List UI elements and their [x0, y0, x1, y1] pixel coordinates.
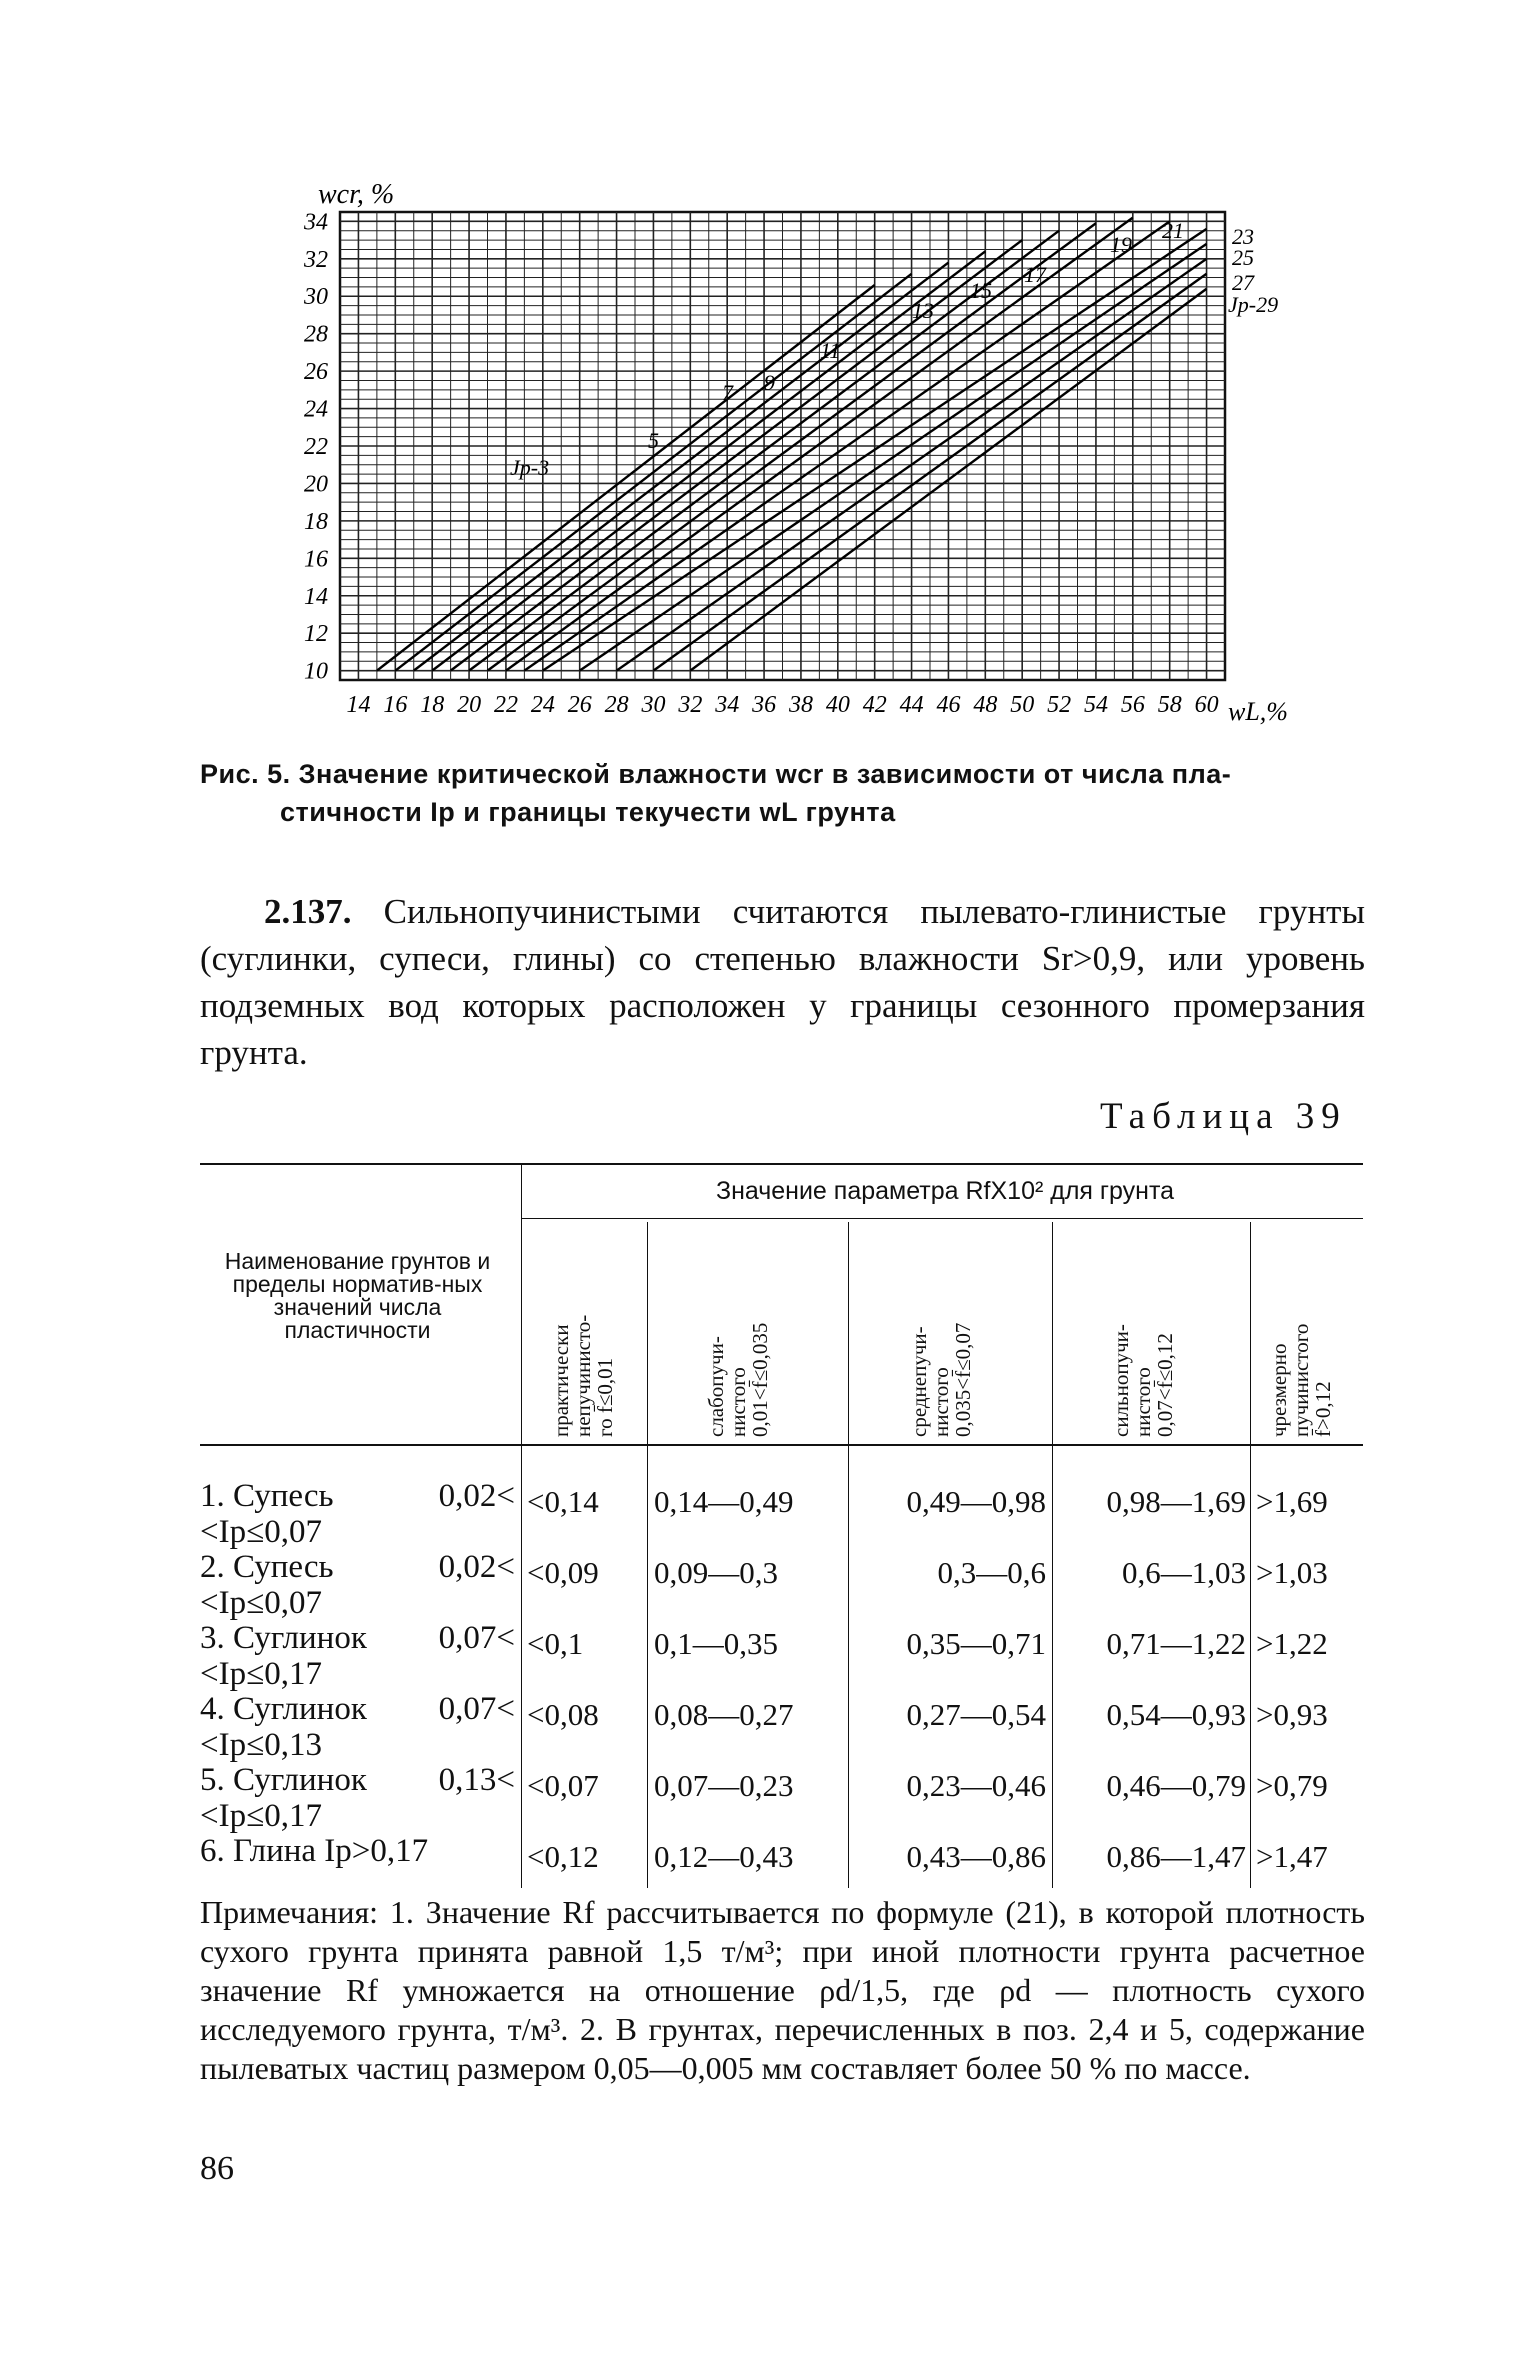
paragraph-number: 2.137. [264, 892, 352, 931]
table-cell: 0,12—0,43 [654, 1839, 794, 1874]
table-top-rule [200, 1163, 1363, 1165]
table-col-divider-0 [521, 1163, 522, 1888]
soil-name: 6. Глина Ip>0,17 [200, 1833, 429, 1869]
x-tick-label: 22 [493, 692, 518, 718]
column-header-4-line1: сильнопучи- [1109, 1324, 1133, 1437]
table-row-name [200, 1620, 515, 1692]
curve-label: 11 [820, 338, 841, 363]
curve-label: 23 [1232, 224, 1254, 249]
parameter-group-header: Значение параметра RfX10² для грунта [715, 1177, 1175, 1205]
table-row-name [200, 1833, 515, 1869]
table-cell: <0,08 [527, 1697, 599, 1732]
curve-label: 15 [970, 278, 992, 303]
x-tick-label: 14 [346, 692, 371, 718]
table-row-name [200, 1691, 515, 1763]
paragraph-2-137 [200, 888, 1365, 1076]
soil-name: 4. Суглинок [200, 1691, 367, 1727]
table-cell: >1,69 [1256, 1484, 1328, 1519]
x-tick-label: 20 [457, 692, 482, 718]
table-col-divider-1 [647, 1222, 648, 1888]
column-header-3-line2: нистого [929, 1367, 953, 1437]
curve-label: 13 [912, 298, 934, 323]
table-cell: <0,12 [527, 1839, 599, 1874]
table-cell: 0,27—0,54 [906, 1697, 1046, 1732]
column-header-5 [1268, 1324, 1334, 1437]
table-cell: 0,35—0,71 [906, 1626, 1046, 1661]
y-tick-label: 16 [304, 546, 328, 573]
y-tick-label: 24 [304, 396, 328, 423]
table-cell: <0,14 [527, 1484, 599, 1519]
table-cell: 0,14—0,49 [654, 1484, 794, 1519]
curve-label: 25 [1232, 245, 1254, 270]
table-group-rule [522, 1218, 1363, 1219]
table-col-divider-3 [1052, 1222, 1053, 1888]
table-cell: >1,22 [1256, 1626, 1328, 1661]
table-row-name [200, 1478, 515, 1550]
x-tick-label: 18 [420, 692, 445, 718]
plasticity-lower-limit: 0,07< [438, 1691, 515, 1727]
plasticity-range: <Ip≤0,07 [200, 1585, 322, 1621]
table-cell: 0,49—0,98 [906, 1484, 1046, 1519]
x-tick-label: 42 [862, 692, 887, 718]
column-header-4-line3: 0,07<f̄≤0,12 [1153, 1333, 1177, 1437]
curve-label: 7 [722, 380, 733, 405]
x-tick-label: 36 [752, 692, 777, 718]
table-cell: 0,46—0,79 [1106, 1768, 1246, 1803]
column-header-3 [908, 1323, 974, 1437]
table-col-divider-4 [1250, 1222, 1251, 1888]
figure-caption [200, 755, 1380, 831]
y-tick-label: 30 [304, 284, 328, 311]
column-header-2-line3: 0,01<f̄≤0,035 [748, 1322, 772, 1437]
x-tick-label: 56 [1120, 692, 1145, 718]
table-cell: 0,3—0,6 [937, 1555, 1046, 1590]
table-cell: 0,07—0,23 [654, 1768, 794, 1803]
caption-line-1: Рис. 5. Значение критической влажности wcr в зависимости от числа пла- [200, 759, 1232, 789]
plasticity-range: <Ip≤0,13 [200, 1727, 322, 1763]
table-cell: >1,03 [1256, 1555, 1328, 1590]
y-tick-label: 26 [304, 359, 328, 386]
table-cell: 0,09—0,3 [654, 1555, 778, 1590]
table-cell: <0,09 [527, 1555, 599, 1590]
x-tick-label: 48 [973, 692, 998, 718]
x-tick-label: 32 [678, 692, 703, 718]
y-axis-label: wcr, % [318, 179, 395, 210]
table-cell: 0,1—0,35 [654, 1626, 778, 1661]
table-cell: >1,47 [1256, 1839, 1328, 1874]
column-header-5-line3: f̄>0,12 [1311, 1381, 1335, 1437]
curve-label: Jp-29 [1228, 292, 1279, 317]
plasticity-lower-limit: 0,02< [438, 1549, 515, 1585]
table-row-name [200, 1762, 515, 1834]
y-tick-label: 28 [304, 321, 328, 348]
soil-name: 5. Суглинок [200, 1762, 367, 1798]
x-tick-label: 50 [1010, 692, 1035, 718]
table-cell: 0,54—0,93 [1106, 1697, 1246, 1732]
plasticity-range: <Ip≤0,17 [200, 1798, 322, 1834]
y-tick-label: 32 [304, 246, 328, 273]
x-tick-label: 26 [567, 692, 592, 718]
x-tick-label: 40 [825, 692, 850, 718]
x-tick-label: 44 [899, 692, 924, 718]
table-col-divider-2 [848, 1222, 849, 1888]
y-tick-label: 20 [304, 471, 328, 498]
table-header-rule [200, 1444, 1363, 1446]
column-header-2-line1: слабопучи- [704, 1336, 728, 1437]
column-header-1-line1: практически [549, 1324, 573, 1437]
soil-name: 3. Суглинок [200, 1620, 367, 1656]
column-header-4 [1110, 1324, 1176, 1437]
column-header-1-line2: непучинисто- [571, 1314, 595, 1437]
curve-label: 27 [1232, 270, 1254, 295]
x-tick-label: 60 [1194, 692, 1219, 718]
curve-label: 9 [764, 370, 775, 395]
soil-name-header: Наименование грунтов и пределы норматив-ных значений числа пластичности [224, 1248, 491, 1343]
curve-label: 21 [1162, 218, 1184, 243]
x-tick-label: 58 [1157, 692, 1182, 718]
chart-curves [377, 218, 1207, 671]
table-cell: 0,43—0,86 [906, 1839, 1046, 1874]
x-tick-label: 46 [936, 692, 961, 718]
y-tick-label: 34 [304, 209, 328, 236]
caption-line-2: стичности Ip и границы текучести wL грунта [280, 797, 896, 827]
curve-label: 5 [648, 428, 659, 453]
critical-moisture-chart [0, 0, 1537, 760]
y-tick-label: 22 [304, 434, 328, 460]
column-header-1-line3: го f̄≤0,01 [593, 1357, 617, 1437]
curve-label: 17 [1024, 262, 1046, 287]
y-tick-label: 14 [304, 583, 328, 610]
column-header-3-line3: 0,035<f̄≤0,07 [951, 1322, 975, 1437]
data-line [414, 263, 949, 671]
table-title: Таблица 39 [1100, 1096, 1347, 1137]
table-notes: Примечания: 1. Значение Rf рассчитывается по формуле (21), в которой плотность сухого грунта принята равной 1,5 т/м³; при иной плотности грунта расчетное значение Rf умножается на отношение ρd/1,5, где ρd — плотность сухого исследуемого грунта, т/м³. 2. В грунтах, перечисленных в поз. 2,4 и 5, содержание пылеватых частиц размером 0,05—0,005 мм составляет более 50 % по массе. [200, 1894, 1365, 2086]
table-cell: 0,23—0,46 [906, 1768, 1046, 1803]
curve-label: Jp-3 [510, 455, 550, 480]
x-tick-label: 52 [1047, 692, 1072, 718]
x-tick-label: 16 [383, 692, 408, 718]
plasticity-range: <Ip≤0,07 [200, 1514, 322, 1550]
table-cell: >0,79 [1256, 1768, 1328, 1803]
column-header-2 [705, 1323, 771, 1437]
paragraph-text: Сильнопучинистыми считаются пылевато-глинистые грунты (суглинки, супеси, глины) со степенью влажности Sr>0,9, или уровень подземных вод которых расположен у границы сезонного промерзания грунта. [200, 892, 1365, 1072]
plasticity-lower-limit: 0,02< [438, 1478, 515, 1514]
table-cell: 0,98—1,69 [1106, 1484, 1246, 1519]
y-tick-label: 12 [304, 621, 328, 648]
table-cell: 0,6—1,03 [1122, 1555, 1246, 1590]
table-cell: 0,08—0,27 [654, 1697, 794, 1732]
table-cell: 0,71—1,22 [1106, 1626, 1246, 1661]
x-tick-label: 24 [530, 692, 555, 718]
x-tick-label: 30 [641, 692, 666, 718]
data-line [488, 223, 1096, 670]
x-tick-label: 54 [1083, 692, 1108, 718]
soil-name: 2. Супесь [200, 1549, 334, 1585]
column-header-1 [550, 1315, 616, 1437]
soil-name: 1. Супесь [200, 1478, 334, 1514]
column-header-2-line2: нистого [726, 1367, 750, 1437]
table-cell: <0,1 [527, 1626, 584, 1661]
plasticity-lower-limit: 0,07< [438, 1620, 515, 1656]
curve-label: 19 [1110, 232, 1132, 257]
y-tick-label: 10 [304, 658, 328, 685]
column-header-5-line1: чрезмерно [1267, 1343, 1291, 1437]
x-axis-label: wL,% [1228, 697, 1288, 726]
table-cell: 0,86—1,47 [1106, 1839, 1246, 1874]
plasticity-range: <Ip≤0,17 [200, 1656, 322, 1692]
column-header-5-line2: пучинистого [1289, 1323, 1313, 1437]
x-tick-label: 38 [788, 692, 813, 718]
x-tick-label: 34 [715, 692, 740, 718]
table-cell: <0,07 [527, 1768, 599, 1803]
column-header-4-line2: нистого [1131, 1367, 1155, 1437]
y-tick-label: 18 [304, 508, 328, 535]
column-header-3-line1: среднепучи- [907, 1326, 931, 1437]
table-row-name [200, 1549, 515, 1621]
page-number: 86 [200, 2150, 234, 2187]
x-tick-label: 28 [604, 692, 629, 718]
plasticity-lower-limit: 0,13< [438, 1762, 515, 1798]
table-cell: >0,93 [1256, 1697, 1328, 1732]
